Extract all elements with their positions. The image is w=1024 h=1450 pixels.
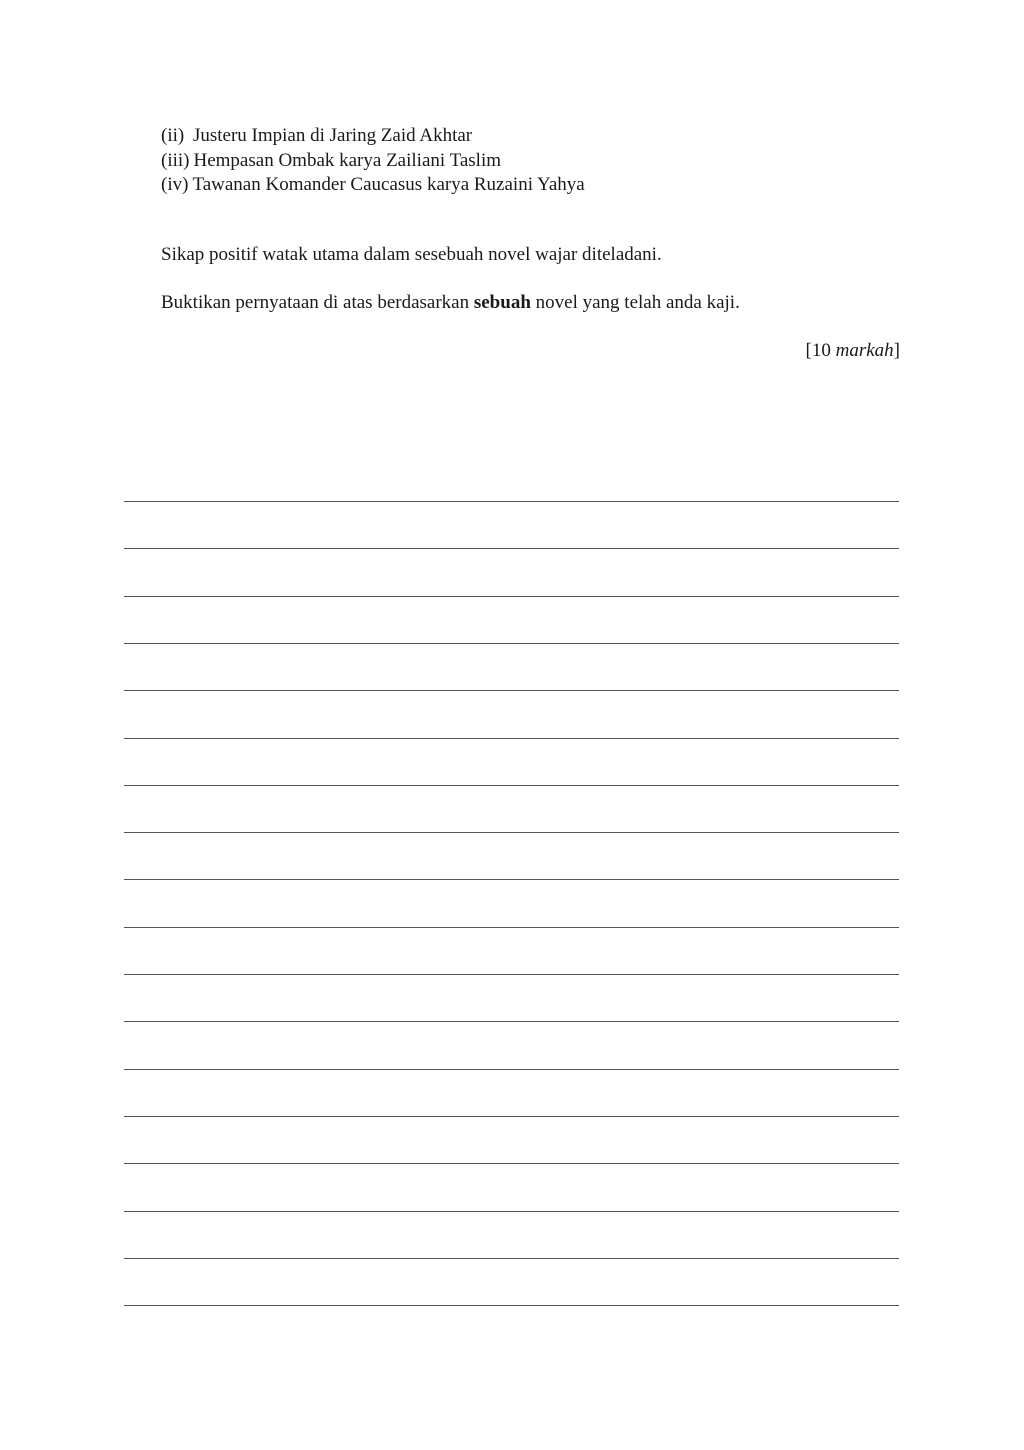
answer-line[interactable] xyxy=(124,596,899,597)
instruction-emphasis: sebuah xyxy=(473,292,531,313)
answer-line[interactable] xyxy=(124,501,899,502)
answer-line[interactable] xyxy=(124,1021,899,1022)
marks-word: markah xyxy=(835,340,894,361)
answer-line[interactable] xyxy=(124,1116,899,1117)
novel-number: (iv) xyxy=(161,174,189,195)
answer-line[interactable] xyxy=(124,1258,899,1259)
answer-line[interactable] xyxy=(124,1305,899,1306)
answer-line[interactable] xyxy=(124,643,899,644)
answer-line[interactable] xyxy=(124,1069,899,1070)
marks-close: ] xyxy=(893,340,900,361)
answer-line[interactable] xyxy=(124,690,899,691)
novel-title: Hempasan Ombak karya Zailiani Taslim xyxy=(193,149,502,171)
novel-title: Tawanan Komander Caucasus karya Ruzaini Yahya xyxy=(192,174,585,195)
instruction-text-after: novel yang telah anda kaji. xyxy=(530,292,740,313)
answer-line[interactable] xyxy=(124,832,899,833)
answer-line[interactable] xyxy=(124,548,899,549)
answer-line[interactable] xyxy=(124,1163,899,1164)
novel-number: (iii) xyxy=(161,149,190,171)
answer-line[interactable] xyxy=(124,1211,899,1212)
answer-line[interactable] xyxy=(124,879,899,880)
answer-line[interactable] xyxy=(124,927,899,928)
answer-line[interactable] xyxy=(124,785,899,786)
instruction-text-before: Buktikan pernyataan di atas berdasarkan xyxy=(161,292,474,313)
answer-area[interactable] xyxy=(124,0,899,1450)
novel-title: Justeru Impian di Jaring Zaid Akhtar xyxy=(192,125,473,146)
novel-number: (ii) xyxy=(161,125,185,146)
marks-open: [10 xyxy=(805,340,836,361)
answer-line[interactable] xyxy=(124,974,899,975)
answer-line[interactable] xyxy=(124,738,899,739)
question-statement: Sikap positif watak utama dalam sesebuah novel wajar diteladani. xyxy=(161,244,662,265)
